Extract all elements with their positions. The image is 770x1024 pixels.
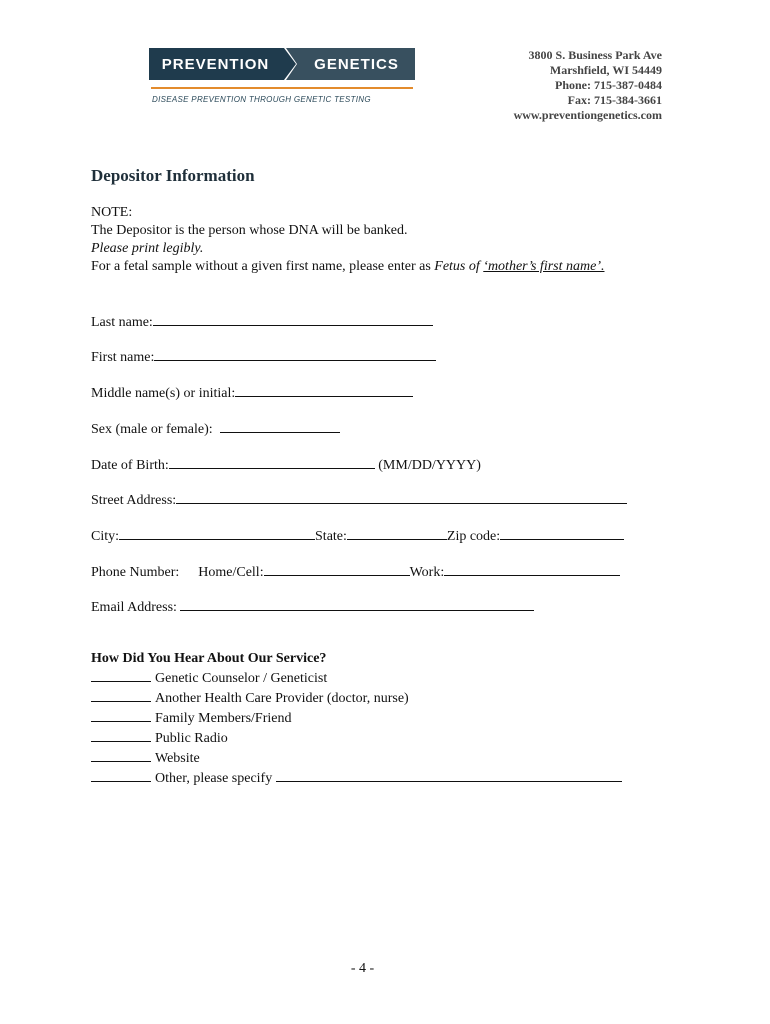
logo-text-left: PREVENTION (149, 48, 282, 80)
zip-field[interactable] (500, 526, 624, 540)
address-website: www.preventiongenetics.com (513, 108, 662, 122)
home-cell-field[interactable] (264, 562, 410, 576)
option-check-field[interactable] (91, 688, 151, 702)
last-name-field[interactable] (153, 312, 433, 326)
middle-name-row (91, 383, 413, 402)
city-field[interactable] (119, 526, 315, 540)
first-name-label: First name: (91, 350, 155, 365)
company-address (514, 48, 662, 123)
option-check-field[interactable] (91, 728, 151, 742)
option-label: Family Members/Friend (155, 711, 292, 726)
state-field[interactable] (347, 526, 447, 540)
logo-bar (149, 48, 415, 80)
option-label: Public Radio (155, 731, 228, 746)
how-heard-option (91, 768, 622, 788)
note-line-3 (91, 258, 604, 276)
address-phone: Phone: 715-387-0484 (555, 78, 662, 92)
option-label: Genetic Counselor / Geneticist (155, 671, 328, 686)
note-line-3-italic: Fetus of (434, 259, 484, 274)
phone-label: Phone Number: (91, 565, 180, 580)
address-fax: Fax: 715-384-3661 (567, 93, 662, 107)
sex-label: Sex (male or female): (91, 422, 213, 437)
work-field[interactable] (444, 562, 620, 576)
dob-format: (MM/DD/YYYY) (378, 458, 481, 473)
page-number: - 4 - (350, 961, 375, 976)
zip-label: Zip code: (446, 529, 501, 544)
last-name-row (91, 312, 433, 331)
address-city: Marshfield, WI 54449 (549, 63, 662, 77)
how-heard-option (91, 748, 622, 768)
other-specify-field[interactable] (276, 768, 622, 782)
how-heard-option (91, 668, 622, 688)
logo-chevron-icon (282, 48, 298, 80)
option-check-field[interactable] (91, 748, 151, 762)
option-label: Website (155, 751, 200, 766)
how-heard-title: How Did You Hear About Our Service? (91, 651, 327, 666)
logo-text-right: GENETICS (298, 48, 415, 80)
phone-row (91, 562, 620, 581)
email-row (91, 597, 534, 616)
dob-label: Date of Birth: (91, 458, 169, 473)
street-field[interactable] (176, 490, 627, 504)
note-line-3-prefix: For a fetal sample without a given first name, please enter as (91, 259, 435, 274)
dob-row (91, 455, 481, 474)
first-name-row (91, 347, 436, 366)
street-row (91, 490, 627, 509)
option-label: Another Health Care Provider (doctor, nurse) (155, 691, 409, 706)
sex-row (91, 419, 340, 438)
street-label: Street Address: (91, 493, 177, 508)
sex-field[interactable] (220, 419, 340, 433)
email-field[interactable] (180, 597, 534, 611)
middle-name-label: Middle name(s) or initial: (91, 386, 236, 401)
how-heard-list (91, 668, 622, 788)
address-street: 3800 S. Business Park Ave (528, 48, 662, 62)
how-heard-option (91, 688, 622, 708)
work-label: Work: (409, 565, 445, 580)
city-label: City: (91, 529, 120, 544)
note-block (91, 204, 604, 276)
city-row (91, 526, 624, 545)
logo-divider (151, 87, 413, 89)
note-line-2: Please print legibly. (91, 241, 204, 256)
note-line-3-underline: ‘mother’s first name’. (483, 259, 605, 274)
email-label: Email Address: (91, 600, 177, 615)
dob-field[interactable] (169, 455, 375, 469)
first-name-field[interactable] (154, 347, 436, 361)
section-title: Depositor Information (91, 166, 255, 185)
option-check-field[interactable] (91, 768, 151, 782)
note-label: NOTE: (91, 205, 133, 220)
how-heard-option (91, 708, 622, 728)
logo-tagline: DISEASE PREVENTION THROUGH GENETIC TESTING (152, 95, 371, 104)
last-name-label: Last name: (91, 315, 153, 330)
company-logo (149, 48, 415, 104)
option-label: Other, please specify (155, 771, 273, 786)
how-heard-option (91, 728, 622, 748)
state-label: State: (315, 529, 347, 544)
option-check-field[interactable] (91, 668, 151, 682)
home-cell-label: Home/Cell: (198, 565, 264, 580)
option-check-field[interactable] (91, 708, 151, 722)
note-line-1: The Depositor is the person whose DNA will be banked. (91, 223, 408, 238)
middle-name-field[interactable] (235, 383, 413, 397)
